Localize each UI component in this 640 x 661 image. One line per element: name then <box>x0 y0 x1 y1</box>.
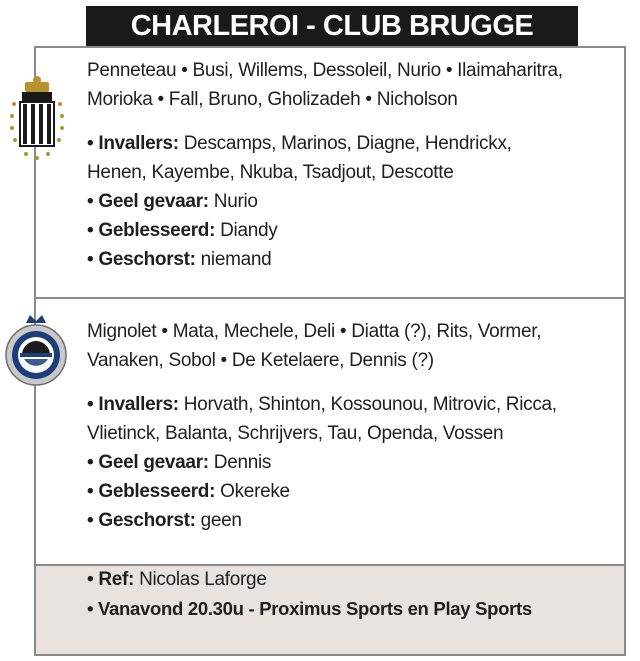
subs-value: Horvath, Shinton, Kossounou, Mitrovic, Ricca, <box>178 394 557 415</box>
bullet: • <box>87 510 99 531</box>
subs-value: Descamps, Marinos, Diagne, Hendrickx, <box>178 133 512 154</box>
injured-value: Diandy <box>215 220 278 241</box>
bullet: • <box>87 394 99 415</box>
away-subs-row <box>87 390 617 419</box>
home-lineup-line: Penneteau • Busi, Willems, Dessoleil, Nurio • Ilaimaharitra, <box>87 60 563 81</box>
broadcast-row <box>87 594 617 623</box>
referee-label: Ref: <box>98 569 135 590</box>
suspended-value: niemand <box>195 249 272 270</box>
bullet: • <box>87 569 99 590</box>
bullet: • <box>87 220 99 241</box>
away-team-section <box>87 317 617 535</box>
yellow-label: Geel gevaar: <box>98 452 209 473</box>
bullet: • <box>87 452 99 473</box>
club-brugge-crest-icon <box>4 313 68 389</box>
injured-label: Geblesseerd: <box>98 220 216 241</box>
bullet: • <box>87 481 99 502</box>
home-suspended-row <box>87 245 617 274</box>
yellow-label: Geel gevaar: <box>98 191 209 212</box>
injured-value: Okereke <box>215 481 290 502</box>
suspended-value: geen <box>195 510 242 531</box>
home-yellow-row <box>87 187 617 216</box>
away-lineup-line: Vanaken, Sobol • De Ketelaere, Dennis (?) <box>87 350 434 371</box>
bullet: • <box>87 191 99 212</box>
bullet: • <box>87 249 99 270</box>
away-lineup-line: Mignolet • Mata, Mechele, Deli • Diatta (?), Rits, Vormer, <box>87 321 542 342</box>
broadcast-info: Vanavond 20.30u - Proximus Sports en Play Sports <box>98 598 532 619</box>
subs-label: Invallers: <box>98 133 179 154</box>
yellow-value: Dennis <box>208 452 272 473</box>
home-lineup-line: Morioka • Fall, Bruno, Gholizadeh • Nicholson <box>87 89 458 110</box>
home-subs-row <box>87 129 617 158</box>
referee-row <box>87 565 617 594</box>
charleroi-crest-icon <box>6 74 68 166</box>
match-info-section <box>87 565 617 623</box>
suspended-label: Geschorst: <box>98 510 196 531</box>
referee-value: Nicolas Laforge <box>134 569 267 590</box>
subs-label: Invallers: <box>98 394 179 415</box>
away-yellow-row <box>87 448 617 477</box>
suspended-label: Geschorst: <box>98 249 196 270</box>
page-title: CHARLEROI - CLUB BRUGGE <box>86 6 578 46</box>
away-injured-row <box>87 477 617 506</box>
away-suspended-row <box>87 506 617 535</box>
bullet: • <box>87 133 99 154</box>
away-subs-continued: Vlietinck, Balanta, Schrijvers, Tau, Openda, Vossen <box>87 423 504 444</box>
bullet: • <box>87 598 99 619</box>
home-subs-continued: Henen, Kayembe, Nkuba, Tsadjout, Descotte <box>87 162 454 183</box>
yellow-value: Nurio <box>208 191 258 212</box>
home-team-section <box>87 56 617 274</box>
team-divider <box>34 297 626 299</box>
injured-label: Geblesseerd: <box>98 481 216 502</box>
home-injured-row <box>87 216 617 245</box>
